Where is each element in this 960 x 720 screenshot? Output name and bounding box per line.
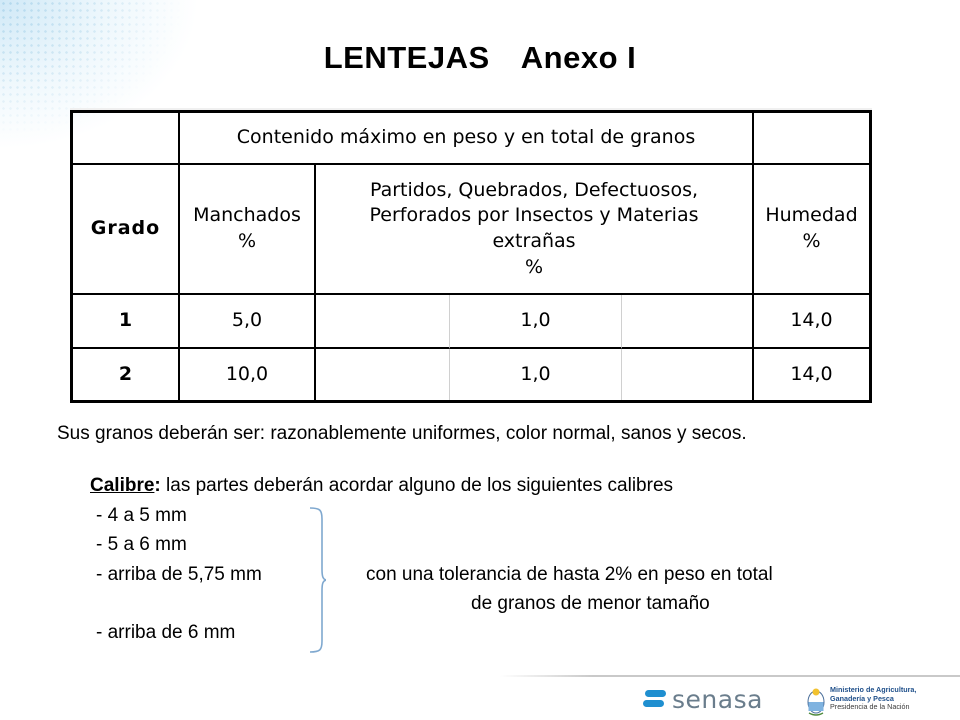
calibre-colon: :	[154, 475, 161, 496]
header-grado: Grado	[73, 165, 180, 295]
table-row	[73, 349, 869, 400]
page-title	[0, 40, 960, 76]
manchados-unit: %	[237, 230, 257, 252]
tolerancia-line-1: con una tolerancia de hasta 2% en peso en total	[366, 564, 773, 585]
humedad-label: Humedad	[765, 204, 858, 227]
title-annex: Anexo I	[520, 40, 637, 75]
header-manchados	[180, 165, 316, 295]
title-main: LENTEJAS	[323, 40, 490, 75]
partidos-line-1: Partidos, Quebrados, Defectuosos,	[369, 178, 699, 201]
coat-of-arms-icon	[806, 686, 826, 716]
calibre-option-2: - 5 a 6 mm	[96, 534, 187, 555]
row-1-empty-b	[622, 295, 754, 349]
row-2-partidos: 1,0	[450, 349, 622, 400]
tolerancia-line-2: de granos de menor tamaño	[471, 593, 710, 614]
table-header-row	[73, 165, 869, 295]
granos-text: Sus granos deberán ser: razonablemente uniformes, color normal, sanos y secos.	[57, 423, 747, 444]
calibre-text: las partes deberán acordar alguno de los siguientes calibres	[160, 475, 674, 496]
senasa-logo	[642, 684, 763, 714]
row-2-humedad: 14,0	[790, 362, 833, 385]
empty-header-cell	[754, 113, 869, 165]
header-contenido: Contenido máximo en peso y en total de granos	[180, 113, 754, 165]
manchados-label: Manchados	[193, 204, 301, 227]
ministerio-line-2: Ganadería y Pesca	[830, 693, 894, 703]
row-1-manchados: 5,0	[180, 295, 316, 349]
partidos-line-2: Perforados por Insectos y Materias	[369, 204, 699, 227]
calibre-label: Calibre	[90, 475, 155, 496]
ministerio-line-1: Ministerio de Agricultura,	[830, 685, 917, 694]
row-1-grado: 1	[73, 295, 180, 349]
footer-divider	[500, 675, 960, 677]
header-partidos	[316, 165, 754, 295]
calibre-option-1: - 4 a 5 mm	[96, 505, 187, 526]
ministerio-line-3: Presidencia de la Nación	[830, 702, 910, 712]
table-row	[73, 295, 869, 349]
grade-table	[70, 110, 872, 403]
row-2-grado: 2	[73, 349, 180, 400]
calibre-line	[90, 475, 673, 497]
ministerio-text	[830, 686, 916, 712]
calibre-option-4: - arriba de 6 mm	[96, 622, 236, 643]
row-2-manchados: 10,0	[180, 349, 316, 400]
ministerio-logo	[806, 686, 916, 716]
curly-brace	[306, 507, 326, 653]
table-header-top-row	[73, 113, 869, 165]
humedad-unit: %	[802, 230, 821, 252]
header-humedad	[754, 165, 869, 295]
row-1-empty-a	[316, 295, 450, 349]
partidos-line-3: extrañas	[492, 230, 576, 252]
row-1-humedad: 14,0	[754, 295, 869, 349]
senasa-mark-icon	[642, 688, 668, 710]
row-2-empty-a	[316, 349, 450, 400]
row-2-empty-b	[622, 349, 754, 400]
partidos-unit: %	[524, 255, 544, 278]
senasa-wordmark: senasa	[672, 684, 763, 714]
row-1-partidos: 1,0	[450, 295, 622, 349]
calibre-option-3: - arriba de 5,75 mm	[96, 564, 262, 585]
empty-corner-cell	[73, 113, 180, 165]
